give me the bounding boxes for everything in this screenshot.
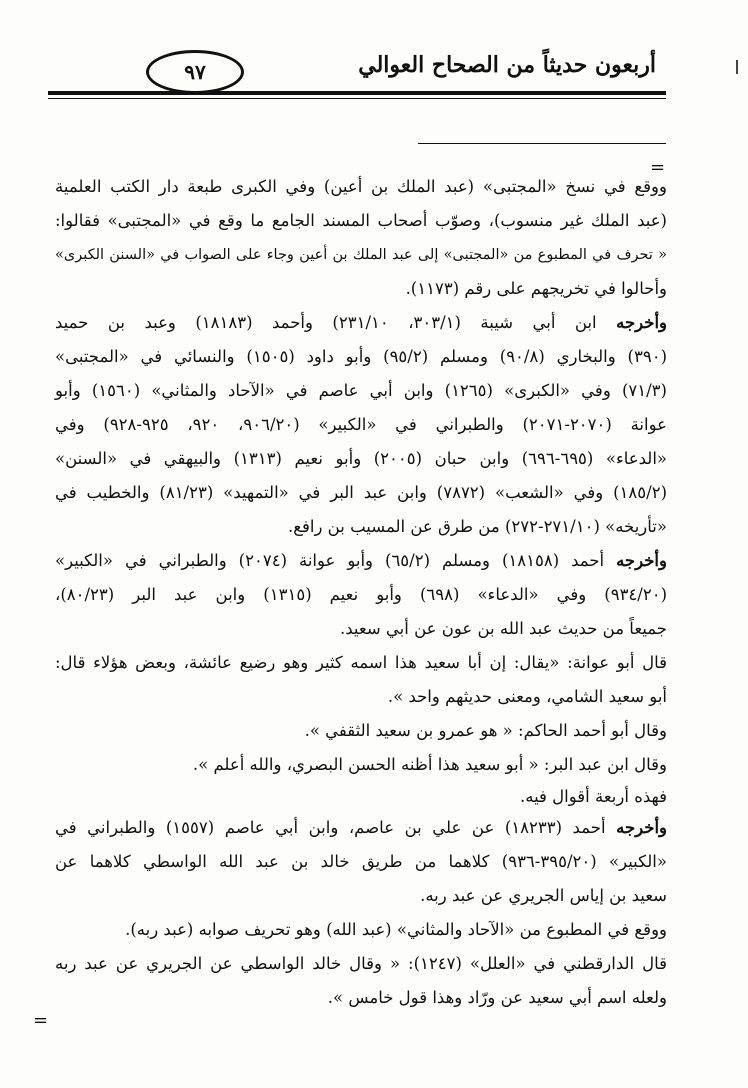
text-line: عوانة (٢٠٧٠-٢٠٧١) والطبراني في «الكبير» (٩٠٦/٢٠، ٩٢٠، ٩٢٥-٩٢٨) وفي (55, 415, 667, 434)
page-edge-mark (736, 60, 738, 74)
page-number: ٩٧ (184, 60, 206, 84)
text-line: (٩٣٤/٢٠) وفي «الدعاء» (٦٩٨) وأبو نعيم (١٣١٥) وابن عبد البر (٨٠/٢٣)، (55, 585, 668, 604)
text-line: قال أبو عوانة: «يقال: إن أبا سعيد هذا اسمه كثير وهو رضيع عائشة، وبعض هؤلاء قال: (55, 653, 667, 672)
text-line: وأحالوا في تخريجهم على رقم (١١٧٣). (405, 279, 667, 298)
lead-word: وأخرجه (616, 818, 667, 837)
lead-word: وأخرجه (616, 313, 667, 332)
page-number-oval (146, 50, 244, 94)
footnote-separator (418, 143, 666, 144)
text-line: ووقع في المطبوع من «الآحاد والمثاني» (عبد الله) وهو تحريف صوابه (عبد ربه). (125, 920, 667, 939)
text-line: «تأريخه» (٢٧١/١٠-٢٧٢) من طرق عن المسيب بن رافع. (287, 517, 667, 536)
text-line: وقال أبو أحمد الحاكم: « هو عمرو بن سعيد الثقفي ». (304, 721, 667, 740)
text-line: قال الدارقطني في «العلل» (١٢٤٧): « وقال خالد الواسطي عن الجريري عن عبد ربه (55, 954, 667, 973)
text-line: (٣٩٠) والبخاري (٩٠/٨) ومسلم (٩٥/٢) وأبو داود (١٥٠٥) والنسائي في «المجتبى» (55, 347, 667, 366)
text-line: ولعله اسم أبي سعيد عن ورّاد وهذا قول خامس ». (327, 988, 667, 1007)
text-line: سعيد بن إياس الجريري عن عبد ربه. (420, 886, 667, 905)
text-line: جميعاً من حديث عبد الله بن عون عن أبي سعيد. (339, 619, 667, 638)
text-line: (٧١/٣) وفي «الكبرى» (١٢٦٥) وابن أبي عاصم في «الآحاد والمثاني» (١٥٦٠) وأبو (55, 381, 667, 400)
text-line: وأخرجه أحمد (١٨١٥٨) ومسلم (٦٥/٢) وأبو عوانة (٢٠٧٤) والطبراني في «الكبير» (55, 551, 667, 570)
text-line: «الكبير» (٣٩٥/٢٠-٩٣٦) كلاهما من طريق خالد بن عبد الله الواسطي كلاهما عن (55, 852, 667, 871)
footnote-body (55, 170, 667, 1015)
text-line: وأخرجه ابن أبي شيبة (٣٠٣/١، ٢٣١/١٠) وأحمد (١٨١٨٣) وعبد بن حميد (55, 313, 667, 332)
text-line: وأخرجه أحمد (١٨٢٣٣) عن علي بن عاصم، وابن أبي عاصم (١٥٥٧) والطبراني في (55, 818, 667, 837)
text-line: وقال ابن عبد البر: « أبو سعيد هذا أظنه الحسن البصري، والله أعلم ». (192, 755, 667, 774)
header-rule-thick (48, 91, 666, 95)
running-head-title: أربعون حديثاً من الصحاح العوالي (358, 52, 656, 78)
continuation-marker-bottom: = (33, 1010, 49, 1031)
text-line: (عبد الملك غير منسوب)، وصوّب أصحاب المسند الجامع ما وقع في «المجتبى» فقالوا: (55, 211, 667, 230)
text-line: ووقع في نسخ «المجتبى» (عبد الملك بن أعين) وفي الكبرى طبعة دار الكتب العلمية (55, 177, 667, 196)
text-line: فهذه أربعة أقوال فيه. (519, 787, 667, 806)
header-rule-thin (48, 98, 666, 99)
text-line: « تحرف في المطبوع من «المجتبى» إلى عبد الملك بن أعين وجاء على الصواب في «السنن الكبرى» (55, 247, 667, 263)
text-line: أبو سعيد الشامي، ومعنى حديثهم واحد ». (387, 687, 667, 706)
text-line: «الدعاء» (٦٩٥-٦٩٦) وابن حبان (٢٠٠٥) وأبو نعيم (١٣١٣) والبيهقي في «السنن» (55, 449, 667, 468)
continuation-marker-top: = (650, 157, 666, 178)
text-line: (١٨٥/٢) وفي «الشعب» (٧٨٧٢) وابن عبد البر في «التمهيد» (٨١/٢٣) والخطيب في (55, 483, 667, 502)
lead-word: وأخرجه (616, 551, 667, 570)
